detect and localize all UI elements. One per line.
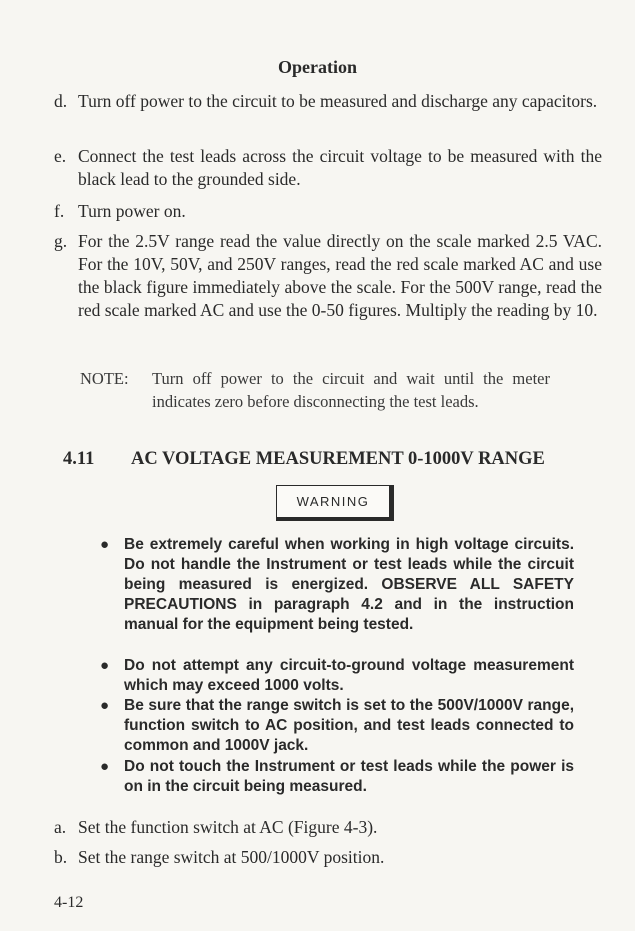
section-heading <box>63 449 603 470</box>
step-letter: e. <box>54 146 67 166</box>
step-text: Set the function switch at AC (Figure 4-3). <box>78 817 378 837</box>
note-label: NOTE: <box>80 369 129 388</box>
bullet-dot-icon: ● <box>100 536 110 553</box>
page-number: 4-12 <box>54 894 84 911</box>
step-text: For the 2.5V range read the value directly on the scale marked 2.5 VAC. For the 10V, 50V, and 250V ranges, read the red scale marked AC and use the black figure immediately above the scale. For the 500V range, read the red scale marked AC and use the 0-50 figures. Multiply the reading by 10. <box>78 231 602 320</box>
step-letter: a. <box>54 817 67 837</box>
note-text: Turn off power to the circuit and wait until the meter indicates zero before disconnecting the test leads. <box>152 369 550 411</box>
section-title: AC VOLTAGE MEASUREMENT 0-1000V RANGE <box>131 449 545 469</box>
step-letter: g. <box>54 231 68 251</box>
step-a <box>54 816 602 839</box>
page-header: Operation <box>278 57 357 77</box>
warning-bullet <box>100 757 574 797</box>
step-text: Connect the test leads across the circuit voltage to be measured with the black lead to the grounded side. <box>78 146 602 189</box>
step-e <box>54 145 602 191</box>
step-text: Turn off power to the circuit to be measured and discharge any capacitors. <box>78 91 598 111</box>
warning-bullet-text: Be sure that the range switch is set to the 500V/1000V range, function switch to AC position, and test leads connected to common and 1000V jack. <box>124 697 574 754</box>
step-letter: d. <box>54 91 68 111</box>
warning-bullet-text: Do not attempt any circuit-to-ground voltage measurement which may exceed 1000 volts. <box>124 657 574 694</box>
warning-bullet <box>100 535 574 635</box>
bullet-dot-icon: ● <box>100 657 110 674</box>
step-text: Set the range switch at 500/1000V position. <box>78 847 385 867</box>
bullet-dot-icon: ● <box>100 758 110 775</box>
step-d <box>54 90 602 113</box>
section-number: 4.11 <box>63 449 95 469</box>
warning-bullet <box>100 656 574 696</box>
warning-bullet-text: Do not touch the Instrument or test leads while the power is on in the circuit being measured. <box>124 758 574 795</box>
warning-bullet-text: Be extremely careful when working in high voltage circuits. Do not handle the Instrument or test leads while the circuit being measured is energized. OBSERVE ALL SAFETY PRECAUTIONS in paragraph 4.2 and in the instruction manual for the equipment being tested. <box>124 536 574 633</box>
step-letter: b. <box>54 847 68 867</box>
step-text: Turn power on. <box>78 201 186 221</box>
warning-label: WARNING <box>296 494 370 509</box>
step-letter: f. <box>54 201 65 221</box>
step-g <box>54 230 602 322</box>
note-block <box>80 367 550 413</box>
step-b <box>54 846 602 869</box>
bullet-dot-icon: ● <box>100 697 110 714</box>
step-f <box>54 200 602 223</box>
warning-bullet <box>100 696 574 756</box>
warning-label-box <box>276 485 394 521</box>
